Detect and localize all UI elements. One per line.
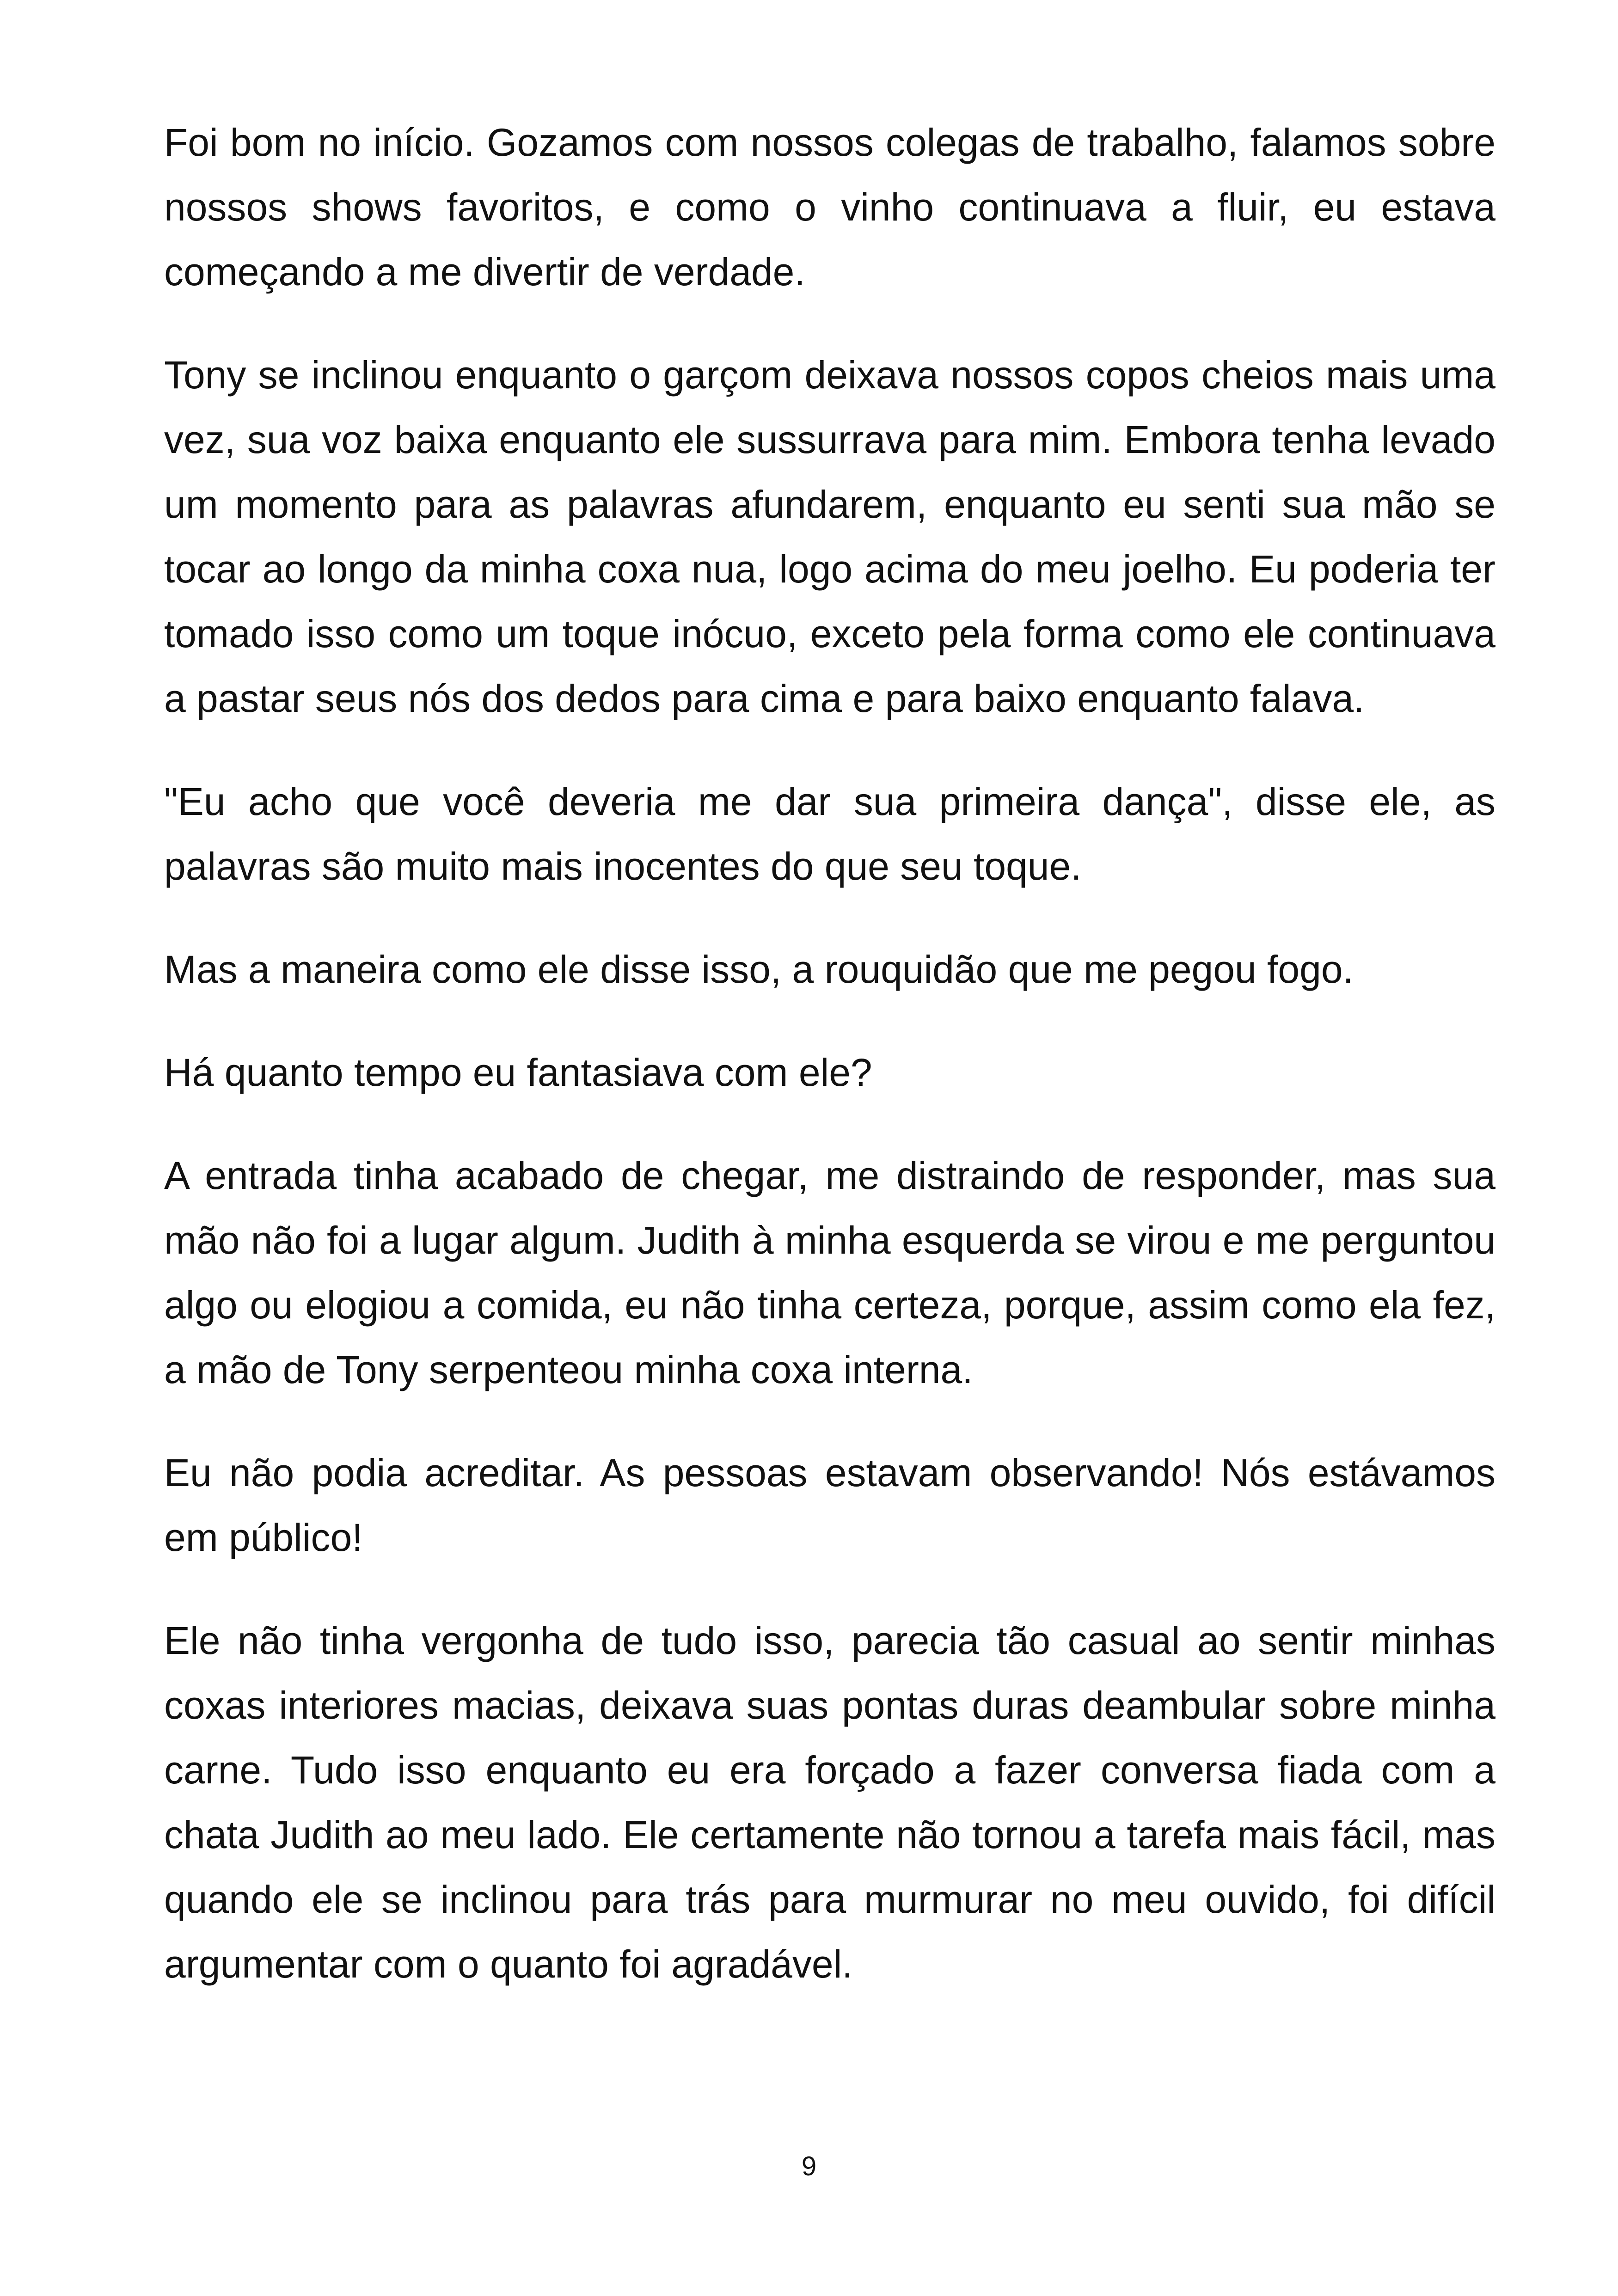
paragraph: Mas a maneira como ele disse isso, a rouquidão que me pegou fogo. [164,948,1354,991]
paragraph: Tony se inclinou enquanto o garçom deixava nossos copos cheios mais uma vez, sua voz baixa enquanto ele sussurrava para mim. Embora tenha levado um momento para as palavras afundarem, enquanto eu senti sua mão se tocar ao longo da minha coxa nua, logo acima do meu joelho. Eu poderia ter tomado isso como um toque inócuo, exceto pela forma como ele continuava a pastar seus nós dos dedos para cima e para baixo enquanto falava. [164,353,1495,720]
paragraph: A entrada tinha acabado de chegar, me distraindo de responder, mas sua mão não foi a lugar algum. Judith à minha esquerda se virou e me perguntou algo ou elogiou a comida, eu não tinha certeza, porque, assim como ela fez, a mão de Tony serpenteou minha coxa interna. [164,1154,1495,1391]
paragraph: Há quanto tempo eu fantasiava com ele? [164,1051,872,1094]
body-text [164,110,1495,2035]
paragraph: "Eu acho que você deveria me dar sua primeira dança", disse ele, as palavras são muito mais inocentes do que seu toque. [164,780,1495,888]
paragraph: Ele não tinha vergonha de tudo isso, parecia tão casual ao sentir minhas coxas interiores macias, deixava suas pontas duras deambular sobre minha carne. Tudo isso enquanto eu era forçado a fazer conversa fiada com a chata Judith ao meu lado. Ele certamente não tornou a tarefa mais fácil, mas quando ele se inclinou para trás para murmurar no meu ouvido, foi difícil argumentar com o quanto foi agradável. [164,1619,1495,1986]
page-number: 9 [801,2151,817,2181]
paragraph: Eu não podia acreditar. As pessoas estavam observando! Nós estávamos em público! [164,1451,1495,1559]
paragraph: Foi bom no início. Gozamos com nossos colegas de trabalho, falamos sobre nossos shows favoritos, e como o vinho continuava a fluir, eu estava começando a me divertir de verdade. [164,121,1495,294]
